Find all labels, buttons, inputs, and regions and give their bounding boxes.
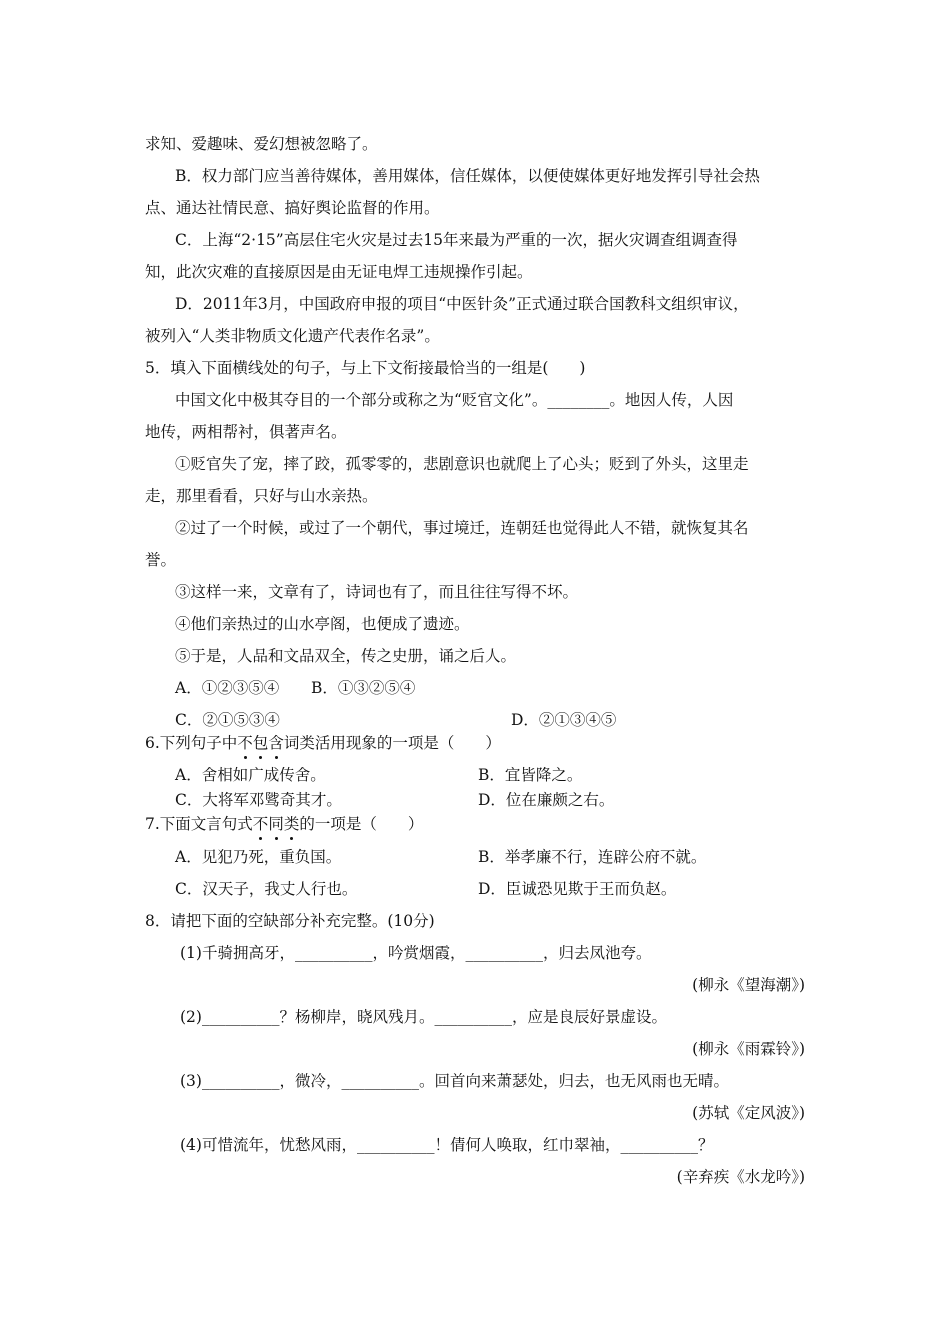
q5-stem: 5．填入下面横线处的句子，与上下文衔接最恰当的一组是( ) [145,359,586,377]
q6-dotted-char: 包 [252,734,269,752]
q8-item-3: (3)__________，微冷，__________。回首向来萧瑟处，归去，也无风雨也无晴。 [180,1072,729,1090]
q5-option-a: A．①②③⑤④ [175,679,280,697]
q7-stem-post: 的一项是（ ） [299,815,424,833]
q8-item-2: (2)__________？杨柳岸，晓风残月。__________，应是良辰好景虚设。 [180,1008,667,1026]
q6-option-a: A．舍相如广成传舍。 [175,766,326,784]
continued-line: 求知、爱趣味、爱幻想被忽略了。 [145,135,378,153]
q5-sentence-1-line2: 走，那里看看，只好与山水亲热。 [145,487,378,505]
q5-sentence-4: ④他们亲热过的山水亭阁，也便成了遗迹。 [175,615,470,633]
q7-option-b: B．举孝廉不行，连辟公府不就。 [478,848,707,866]
q7-dotted-char: 不 [252,815,269,833]
q6-stem [145,733,501,753]
q8-item-1: (1)千骑拥高牙，__________，吟赏烟霞，__________，归去凤池夸。 [180,944,652,962]
q8-citation-2: (柳永《雨霖铃》) [692,1040,805,1058]
q7-stem [145,814,423,834]
q5-sentence-5: ⑤于是，人品和文品双全，传之史册，诵之后人。 [175,647,517,665]
q7-option-d: D．臣诚恐见欺于王而负赵。 [478,880,677,898]
q8-citation-4: (辛弃疾《水龙吟》) [676,1168,805,1186]
q6-stem-pre: 6.下列句子中 [145,734,238,752]
q8-item-4: (4)可惜流年，忧愁风雨，__________！倩何人唤取，红巾翠袖，__________？ [180,1136,714,1154]
q6-option-d: D．位在廉颇之右。 [478,791,615,809]
q8-stem: 8．请把下面的空缺部分补充完整。(10分) [145,912,435,930]
q4-option-c-line1: C．上海“2·15”高层住宅火灾是过去15年来最为严重的一次，据火灾调查组调查得 [175,231,738,249]
q6-stem-post: 词类活用现象的一项是（ ） [283,734,501,752]
q4-option-d-line2: 被列入“人类非物质文化遗产代表作名录”。 [145,327,440,345]
q7-option-c: C．汉天子，我丈人行也。 [175,880,358,898]
q5-sentence-2-line2: 誉。 [145,551,177,569]
q5-option-b: B．①③②⑤④ [311,679,416,697]
q5-option-d: D．②①③④⑤ [511,711,617,729]
q7-dotted-char: 同 [268,815,284,833]
q5-sentence-3: ③这样一来，文章有了，诗词也有了，而且往往写得不坏。 [175,583,579,601]
q5-passage-line2: 地传，两相帮衬，俱著声名。 [145,423,347,441]
q4-option-c-line2: 知，此次灾难的直接原因是由无证电焊工违规操作引起。 [145,263,533,281]
q6-dotted-char: 不 [237,734,253,752]
q5-option-c: C．②①⑤③④ [175,711,280,729]
q8-citation-1: (柳永《望海潮》) [692,976,805,994]
q6-option-c: C．大将军邓骘奇其才。 [175,791,342,809]
q8-citation-3: (苏轼《定风波》) [692,1104,805,1122]
q5-sentence-2-line1: ②过了一个时候，或过了一个朝代，事过境迁，连朝廷也觉得此人不错，就恢复其名 [175,519,749,537]
q7-stem-pre: 7.下面文言句式 [145,815,253,833]
q5-passage-line1: 中国文化中极其夺目的一个部分或称之为“贬官文化”。________。地因人传，人因 [175,391,734,409]
q4-option-d-line1: D．2011年3月，中国政府申报的项目“中医针灸”正式通过联合国教科文组织审议， [175,295,749,313]
q4-option-b-line1: B．权力部门应当善待媒体，善用媒体，信任媒体，以便使媒体更好地发挥引导社会热 [175,167,760,185]
q6-option-b: B．宜皆降之。 [478,766,583,784]
q7-dotted-char: 类 [283,815,300,833]
q4-option-b-line2: 点、通达社情民意、搞好舆论监督的作用。 [145,199,440,217]
q5-sentence-1-line1: ①贬官失了宠，摔了跤，孤零零的，悲剧意识也就爬上了心头；贬到了外头，这里走 [175,455,749,473]
q6-dotted-char: 含 [268,734,284,752]
q7-option-a: A．见犯乃死，重负国。 [175,848,342,866]
